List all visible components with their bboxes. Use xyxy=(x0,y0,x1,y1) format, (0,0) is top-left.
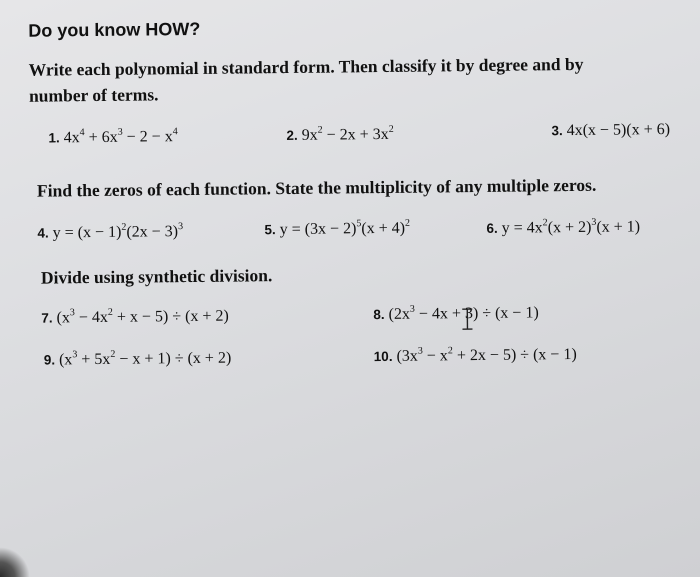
problem-4: 4. $y = (x - 1)^2(2x - 3)^3$ xyxy=(37,221,184,242)
problem-2: 2. $9x^2 - 2x + 3x^2$ xyxy=(286,123,394,144)
problem-number: 1. xyxy=(48,130,60,146)
problem-number: 5. xyxy=(264,222,276,238)
problem-9: 9. $(x^3 + 5x^2 - x + 1) \div (x + 2)$ xyxy=(43,348,232,369)
instruction-standard-form-line2: number of terms. xyxy=(28,84,159,106)
problem-3: 3. 4x(x − 5)(x + 6) xyxy=(551,120,671,140)
problem-5: 5. $y = (3x - 2)^5(x + 4)^2$ xyxy=(264,217,411,239)
instruction-find-zeros: Find the zeros of each function. State the multiplicity of any multiple zeros. xyxy=(36,174,597,201)
text-cursor-icon xyxy=(460,307,474,331)
problem-8: 8. $(2x^3 - 4x + 3) \div (x - 1)$ xyxy=(373,303,539,323)
problem-number: 8. xyxy=(373,306,385,323)
problem-1: 1. $4x^4 + 6x^3 - 2 - x^4$ xyxy=(48,126,178,147)
photo-shadow xyxy=(0,547,30,577)
problem-number: 3. xyxy=(551,123,563,139)
problem-number: 7. xyxy=(41,310,53,326)
problem-number: 4. xyxy=(37,225,49,241)
problem-number: 6. xyxy=(486,220,498,236)
worksheet-title: Do you know HOW? xyxy=(28,18,201,41)
problem-number: 10. xyxy=(373,348,393,365)
problem-6: 6. $y = 4x^2(x + 2)^3(x + 1)$ xyxy=(486,216,641,237)
problem-number: 9. xyxy=(43,352,56,368)
problem-10: 10. $(3x^3 - x^2 + 2x - 5) \div (x - 1)$ xyxy=(373,345,577,365)
instruction-synthetic-division: Divide using synthetic division. xyxy=(40,265,273,288)
problem-number: 2. xyxy=(286,127,298,144)
problem-7: 7. $(x^3 - 4x^2 + x - 5) \div (x + 2)$ xyxy=(41,306,229,327)
instruction-standard-form-line1: Write each polynomial in standard form. Then classify it by degree and by xyxy=(28,53,584,80)
